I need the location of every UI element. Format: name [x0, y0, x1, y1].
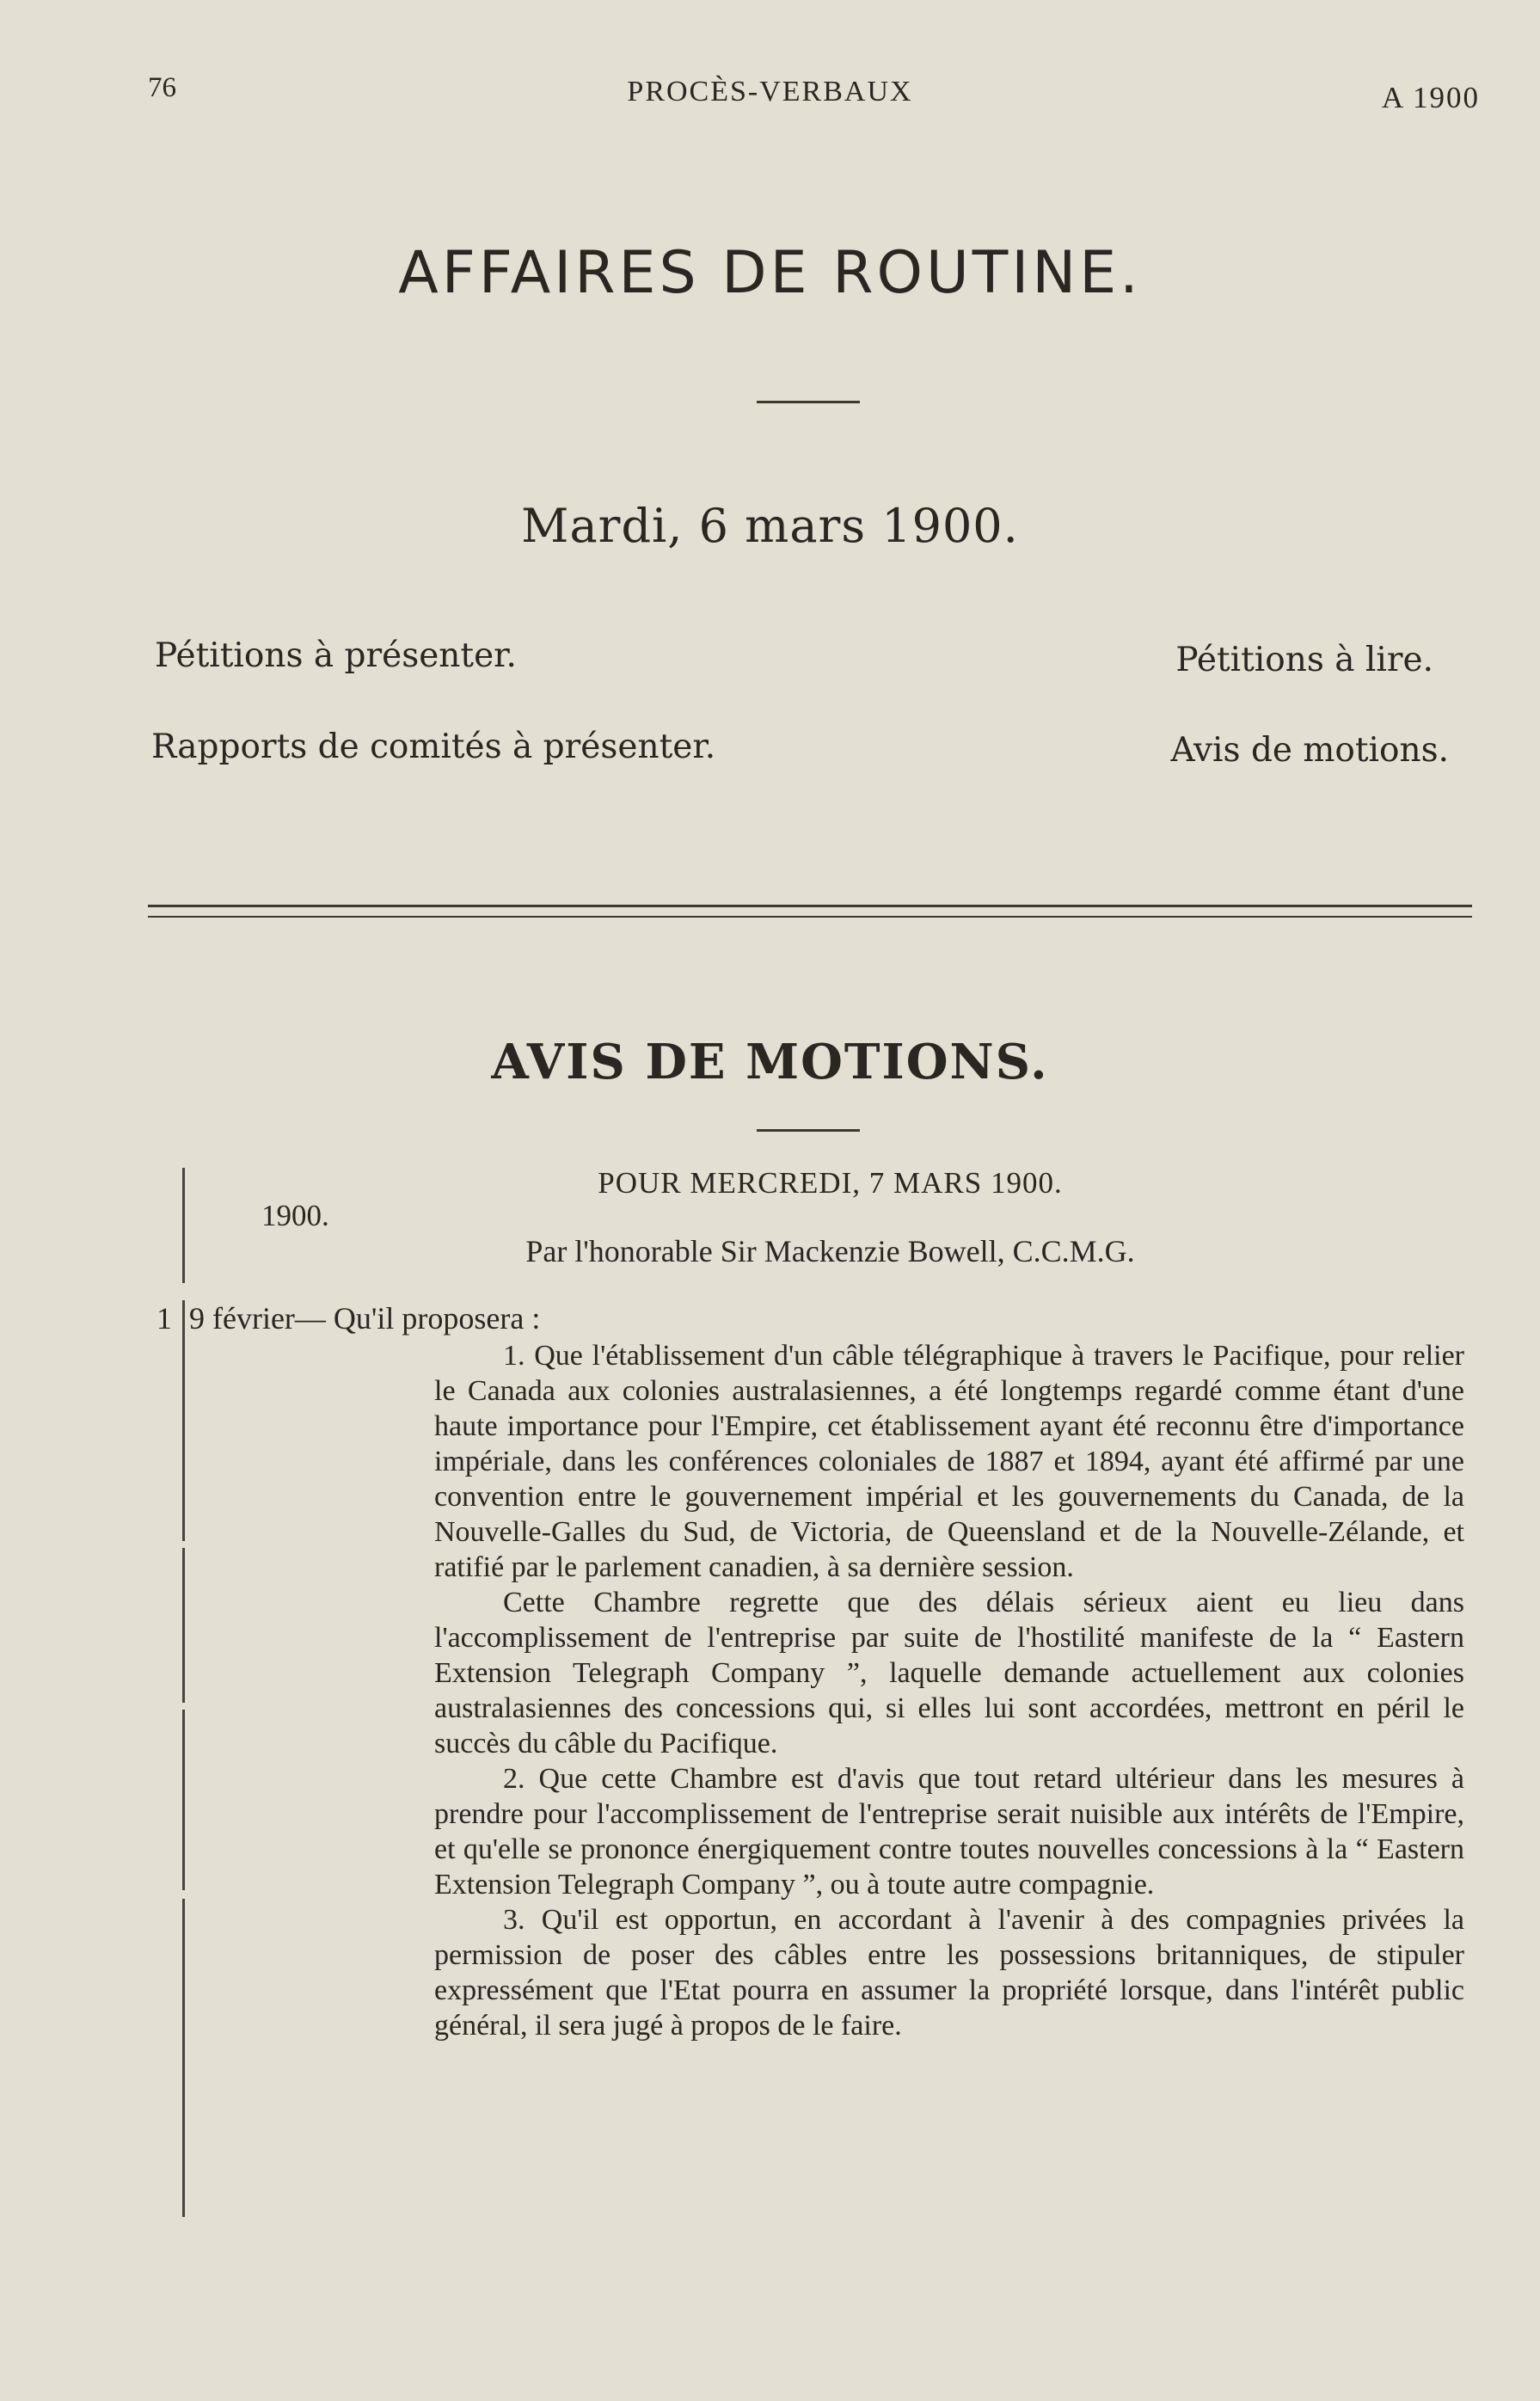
section-title-divider	[757, 1129, 860, 1132]
margin-rule-2	[182, 1300, 185, 1541]
margin-rule-5	[182, 1899, 185, 2217]
section-divider	[148, 905, 1472, 918]
margin-rule-1	[182, 1168, 185, 1283]
margin-rule-3	[182, 1548, 185, 1703]
routine-notices-of-motions: Avis de motions.	[1170, 731, 1449, 770]
motion-paragraph-2: Cette Chambre regrette que des délais sérieux aient eu lieu dans l'accomplissement de l'entreprise par suite de l'hostilité manifeste de la “ Eastern Extension Telegraph Company ”, laquelle demande actuellement aux colonies australasiennes des concessions qui, si elles lui sont accordées, mettront en péril le succès du câble du Pacifique.	[434, 1587, 1464, 1759]
notice-date-day: 1	[156, 1301, 172, 1336]
routine-petitions-present: Pétitions à présenter.	[155, 636, 517, 675]
sitting-date: Mardi, 6 mars 1900.	[521, 499, 1019, 553]
routine-petitions-read: Pétitions à lire.	[1175, 641, 1433, 679]
margin-year: 1900.	[261, 1199, 329, 1232]
page-number: 76	[148, 72, 176, 103]
title-divider	[757, 401, 860, 403]
motion-paragraph-3: 2. Que cette Chambre est d'avis que tout retard ultérieur dans les mesures à prendre pour l'accomplissement de l'entreprise serait nuisible aux intérêts de l'Empire, et qu'elle se prononce énergiquement contre toutes nouvelles concessions à la “ Eastern Extension Telegraph Company ”, ou à toute autre compagnie.	[434, 1763, 1464, 1901]
margin-rule-4	[182, 1710, 185, 1890]
notice-date: 9 février— Qu'il proposera :	[189, 1301, 541, 1336]
routine-committee-reports: Rapports de comités à présenter.	[151, 728, 716, 766]
notice-heading: POUR MERCREDI, 7 MARS 1900.	[598, 1166, 1063, 1200]
page-title: AFFAIRES DE ROUTINE.	[398, 239, 1142, 307]
motion-body	[434, 1338, 1464, 2043]
motion-paragraph-1: 1. Que l'établissement d'un câble télégraphique à travers le Pacifique, pour relier le Canada aux colonies australasiennes, a été longtemps regardé comme étant d'une haute importance pour l'Empire, cet établissement ayant été reconnu être d'importance impériale, dans les conférences coloniales de 1887 et 1894, ayant été affirmé par une convention entre le gouvernement impérial et les gouvernements du Canada, de la Nouvelle-Galles du Sud, de Victoria, de Queensland et de la Nouvelle-Zélande, et ratifié par le parlement canadien, à sa dernière session.	[434, 1340, 1464, 1583]
section-title: AVIS DE MOTIONS.	[491, 1034, 1049, 1090]
motion-paragraph-4: 3. Qu'il est opportun, en accordant à l'avenir à des compagnies privées la permission de poser des câbles entre les possessions britanniques, de stipuler expressément que l'Etat pourra en assumer la propriété lorsque, dans l'intérêt public général, il sera jugé à propos de le faire.	[434, 1904, 1464, 2042]
year-mark: A 1900	[1381, 81, 1480, 114]
running-head: PROCÈS-VERBAUX	[627, 76, 913, 107]
mover-line: Par l'honorable Sir Mackenzie Bowell, C.C.M.G.	[525, 1234, 1135, 1268]
